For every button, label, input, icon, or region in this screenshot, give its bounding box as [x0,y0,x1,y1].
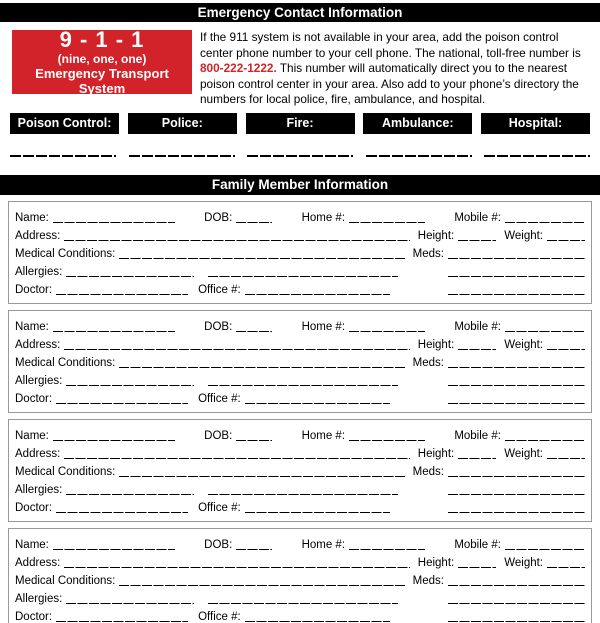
allergies-line [66,266,194,278]
emergency-numbers-lines [10,155,590,157]
contact-label: Ambulance: [363,113,472,134]
meds-line [448,466,585,478]
height-line [458,230,496,242]
meds-continuation-line [448,611,585,623]
nine-one-one-system: Emergency Transport System [35,66,169,96]
home-phone-line [349,430,425,442]
office-phone-label: Office #: [198,610,241,623]
name-label: Name: [15,429,49,442]
contact-label: Poison Control: [10,113,119,134]
meds-continuation-line [448,375,585,387]
member-row-medical [15,571,585,589]
nine-one-one-words: (nine, one, one) [57,52,147,66]
medical-conditions-label: Medical Conditions: [15,574,116,587]
contact-blank-line [247,155,353,157]
medical-conditions-line [119,466,404,478]
member-row-medical [15,244,585,262]
family-member-block [8,201,592,304]
medical-conditions-line [119,357,404,369]
allergies-label: Allergies: [15,592,63,605]
doctor-label: Doctor: [15,392,53,405]
name-line [53,539,175,551]
mobile-phone-line [505,430,585,442]
weight-line [547,230,585,242]
meds-continuation-line [448,393,585,405]
address-label: Address: [15,556,61,569]
member-row-allergies [15,371,585,389]
dob-label: DOB: [204,429,233,442]
member-row-medical [15,353,585,371]
address-label: Address: [15,229,61,242]
instructions-before: If the 911 system is not available in your area, add the poison control center phone number to your cell phone. The national, toll-free number is [200,30,581,60]
mobile-phone-line [505,212,585,224]
contact-blank-line [129,155,235,157]
nine-one-one-number: 9 - 1 - 1 [59,27,145,52]
address-label: Address: [15,447,61,460]
mobile-phone-label: Mobile #: [454,211,501,224]
height-line [458,339,496,351]
meds-continuation-line [448,284,585,296]
meds-continuation-line [448,593,585,605]
doctor-label: Doctor: [15,610,53,623]
medical-conditions-label: Medical Conditions: [15,247,116,260]
dob-label: DOB: [204,320,233,333]
allergies-label: Allergies: [15,483,63,496]
name-label: Name: [15,320,49,333]
weight-line [547,448,585,460]
medical-conditions-line [119,248,404,260]
allergies-line [66,484,194,496]
member-row-doctor [15,498,585,516]
meds-line [448,248,585,260]
home-phone-label: Home #: [301,538,346,551]
member-blocks [0,201,600,623]
office-phone-line [245,393,390,405]
office-phone-label: Office #: [198,283,241,296]
member-row-name [15,535,585,553]
allergies-line [66,375,194,387]
allergies-continuation-line [208,593,398,605]
member-row-doctor [15,280,585,298]
contact-blank-line [10,155,116,157]
intro-section [12,27,592,108]
member-row-address [15,444,585,462]
dob-line [236,430,272,442]
contact-blank-line [484,155,590,157]
height-line [458,448,496,460]
medical-conditions-label: Medical Conditions: [15,356,116,369]
address-label: Address: [15,338,61,351]
family-section-title: Family Member Information [211,176,389,192]
header-bar [0,3,600,22]
family-member-block [8,419,592,522]
name-label: Name: [15,211,49,224]
mobile-phone-label: Mobile #: [454,429,501,442]
weight-line [547,339,585,351]
poison-control-phone-number: 800-222-1222. [200,61,277,75]
address-line [64,230,409,242]
member-row-name [15,317,585,335]
weight-label: Weight: [504,338,543,351]
member-row-medical [15,462,585,480]
meds-label: Meds: [412,247,444,260]
mobile-phone-label: Mobile #: [454,320,501,333]
weight-line [547,557,585,569]
emergency-numbers-row [10,113,590,134]
doctor-line [56,502,188,514]
member-row-address [15,553,585,571]
name-line [53,430,175,442]
dob-label: DOB: [204,538,233,551]
member-row-allergies [15,480,585,498]
instructions-text [200,30,592,108]
home-phone-label: Home #: [301,211,346,224]
family-member-block [8,310,592,413]
meds-line [448,357,585,369]
doctor-line [56,284,188,296]
meds-label: Meds: [412,356,444,369]
dob-line [236,321,272,333]
weight-label: Weight: [504,556,543,569]
mobile-phone-label: Mobile #: [454,538,501,551]
member-row-address [15,226,585,244]
name-line [53,321,175,333]
home-phone-label: Home #: [301,429,346,442]
instructions-after: This number will automatically direct you to the nearest poison control center in your area. Also add to your phone’s directory the numbers for local police, fire, ambulance, and hospital. [200,61,579,106]
doctor-line [56,393,188,405]
allergies-continuation-line [208,375,398,387]
name-label: Name: [15,538,49,551]
family-member-block [8,528,592,623]
member-row-doctor [15,607,585,623]
meds-label: Meds: [412,465,444,478]
doctor-line [56,611,188,623]
member-row-allergies [15,262,585,280]
contact-blank-line [366,155,472,157]
member-row-allergies [15,589,585,607]
meds-label: Meds: [412,574,444,587]
member-row-address [15,335,585,353]
office-phone-label: Office #: [198,392,241,405]
allergies-line [66,593,194,605]
address-line [64,557,409,569]
height-label: Height: [417,447,455,460]
allergies-label: Allergies: [15,374,63,387]
height-label: Height: [417,556,455,569]
medical-conditions-label: Medical Conditions: [15,465,116,478]
height-label: Height: [417,338,455,351]
nine-one-one-box [12,27,192,96]
doctor-label: Doctor: [15,283,53,296]
mobile-phone-line [505,539,585,551]
allergies-label: Allergies: [15,265,63,278]
office-phone-line [245,611,390,623]
dob-line [236,212,272,224]
weight-label: Weight: [504,229,543,242]
medical-conditions-line [119,575,404,587]
dob-line [236,539,272,551]
dob-label: DOB: [204,211,233,224]
allergies-continuation-line [208,266,398,278]
address-line [64,339,409,351]
height-line [458,557,496,569]
meds-continuation-line [448,502,585,514]
weight-label: Weight: [504,447,543,460]
contact-label: Fire: [246,113,355,134]
name-line [53,212,175,224]
member-row-doctor [15,389,585,407]
doctor-label: Doctor: [15,501,53,514]
home-phone-line [349,321,425,333]
home-phone-label: Home #: [301,320,346,333]
meds-line [448,575,585,587]
mobile-phone-line [505,321,585,333]
office-phone-line [245,284,390,296]
meds-continuation-line [448,484,585,496]
height-label: Height: [417,229,455,242]
meds-continuation-line [448,266,585,278]
family-section-bar [0,175,600,195]
home-phone-line [349,212,425,224]
contact-label: Police: [128,113,237,134]
page-title: Emergency Contact Information [197,5,403,20]
office-phone-label: Office #: [198,501,241,514]
member-row-name [15,208,585,226]
office-phone-line [245,502,390,514]
allergies-continuation-line [208,484,398,496]
home-phone-line [349,539,425,551]
member-row-name [15,426,585,444]
address-line [64,448,409,460]
contact-label: Hospital: [481,113,590,134]
